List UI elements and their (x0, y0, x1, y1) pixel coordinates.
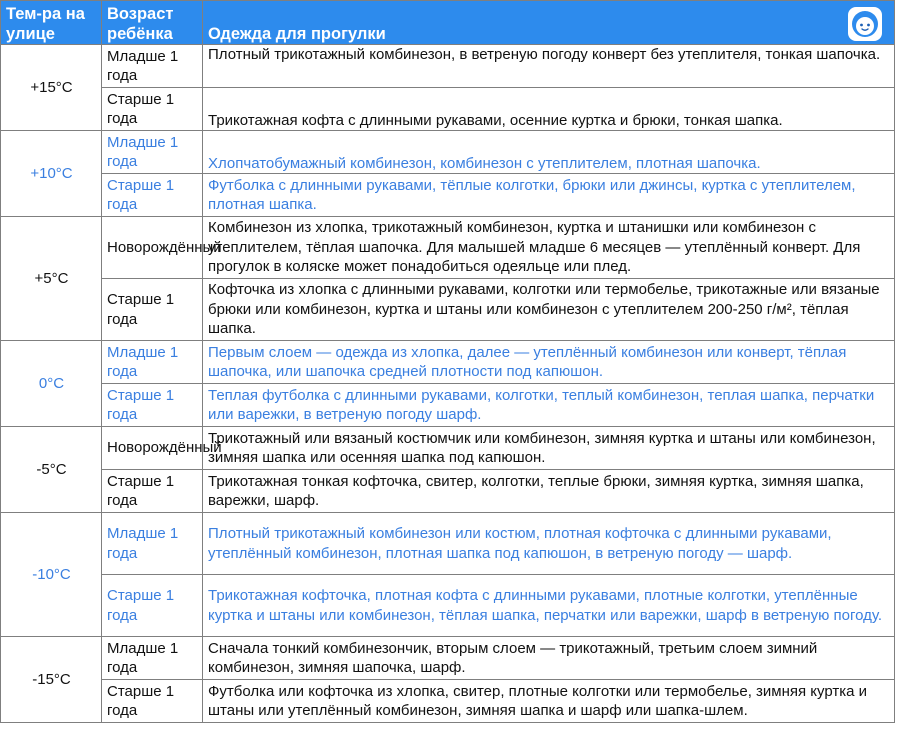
clothes-cell: Футболка или кофточка из хлопка, свитер, плотные колготки или термобелье, зимняя куртка и штаны или утеплённый комбинезон, зимняя шапка и шарф или шапка-шлем. (203, 680, 895, 723)
temperature-cell: -5°C (1, 427, 102, 513)
table-row (1, 174, 895, 217)
table-row (1, 45, 895, 88)
age-cell: Старше 1 года (102, 384, 203, 427)
table-row (1, 131, 895, 174)
age-cell: Младше 1 года (102, 637, 203, 680)
age-cell: Младше 1 года (102, 513, 203, 575)
header-temperature: Тем-ра на улице (1, 1, 102, 45)
age-cell: Старше 1 года (102, 680, 203, 723)
clothes-cell: Кофточка из хлопка с длинными рукавами, колготки или термобелье, трикотажные или вязаные брюки или комбинезон, куртка и штаны или комбинезон с утеплителем 200-250 г/м², тёплая шапка. (203, 279, 895, 341)
age-cell: Новорождённый (102, 427, 203, 470)
temperature-cell: +10°C (1, 131, 102, 217)
age-cell: Старше 1 года (102, 88, 203, 131)
table-row (1, 279, 895, 341)
clothes-cell: Трикотажный или вязаный костюмчик или комбинезон, зимняя куртка и штаны или комбинезон, зимняя шапка или осенняя шапка под капюшон. (203, 427, 895, 470)
age-cell: Старше 1 года (102, 470, 203, 513)
clothes-cell: Плотный трикотажный комбинезон или костюм, плотная кофточка с длинными рукавами, утеплённый комбинезон, плотная шапка под капюшон, в ветреную погоду — шарф. (203, 513, 895, 575)
temperature-cell: -10°C (1, 513, 102, 637)
table-row (1, 217, 895, 279)
header-age: Возраст ребёнка (102, 1, 203, 45)
table-row (1, 575, 895, 637)
clothes-cell: Хлопчатобумажный комбинезон, комбинезон с утеплителем, плотная шапочка. (203, 131, 895, 174)
age-cell: Старше 1 года (102, 575, 203, 637)
table-header-row (1, 1, 895, 45)
clothes-cell: Трикотажная кофта с длинными рукавами, осенние куртка и брюки, тонкая шапка. (203, 88, 895, 131)
age-cell: Младше 1 года (102, 45, 203, 88)
table-row (1, 427, 895, 470)
table-row (1, 637, 895, 680)
temperature-cell: +15°C (1, 45, 102, 131)
table-row (1, 680, 895, 723)
table-row (1, 88, 895, 131)
temperature-cell: -15°C (1, 637, 102, 723)
clothes-cell: Сначала тонкий комбинезончик, вторым слоем — трикотажный, третьим слоем зимний комбинезон, зимняя шапочка, шарф. (203, 637, 895, 680)
temperature-cell: +5°C (1, 217, 102, 341)
clothes-cell: Первым слоем — одежда из хлопка, далее — утеплённый комбинезон или конверт, тёплая шапочка, или шапочка средней плотности под капюшон. (203, 341, 895, 384)
header-clothes (203, 1, 895, 45)
clothes-cell: Комбинезон из хлопка, трикотажный комбинезон, куртка и штанишки или комбинезон с утеплителем, тёплая шапочка. Для малышей младше 6 месяцев — утеплённый конверт. Для прогулок в коляске может понадобиться одеяльце или плед. (203, 217, 895, 279)
table-row (1, 470, 895, 513)
clothes-cell: Плотный трикотажный комбинезон, в ветреную погоду конверт без утеплителя, тонкая шапочка. (203, 45, 895, 88)
baby-face-logo-icon (848, 7, 882, 41)
temperature-cell: 0°C (1, 341, 102, 427)
clothes-cell: Теплая футболка с длинными рукавами, колготки, теплый комбинезон, теплая шапка, перчатки или варежки, в ветреную погоду шарф. (203, 384, 895, 427)
age-cell: Младше 1 года (102, 131, 203, 174)
table-row (1, 513, 895, 575)
age-cell: Младше 1 года (102, 341, 203, 384)
header-clothes-label: Одежда для прогулки (208, 25, 386, 43)
clothes-cell: Трикотажная кофточка, плотная кофта с длинными рукавами, плотные колготки, утеплённые куртка и штаны или комбинезон, тёплая шапка, перчатки или варежки, шарф в ветреную погоду. (203, 575, 895, 637)
age-cell: Старше 1 года (102, 174, 203, 217)
clothes-cell: Футболка с длинными рукавами, тёплые колготки, брюки или джинсы, куртка с утеплителем, плотная шапка. (203, 174, 895, 217)
table-row (1, 341, 895, 384)
clothes-cell: Трикотажная тонкая кофточка, свитер, колготки, теплые брюки, зимняя куртка, зимняя шапка, варежки, шарф. (203, 470, 895, 513)
table-row (1, 384, 895, 427)
age-cell: Старше 1 года (102, 279, 203, 341)
age-cell: Новорождённый (102, 217, 203, 279)
